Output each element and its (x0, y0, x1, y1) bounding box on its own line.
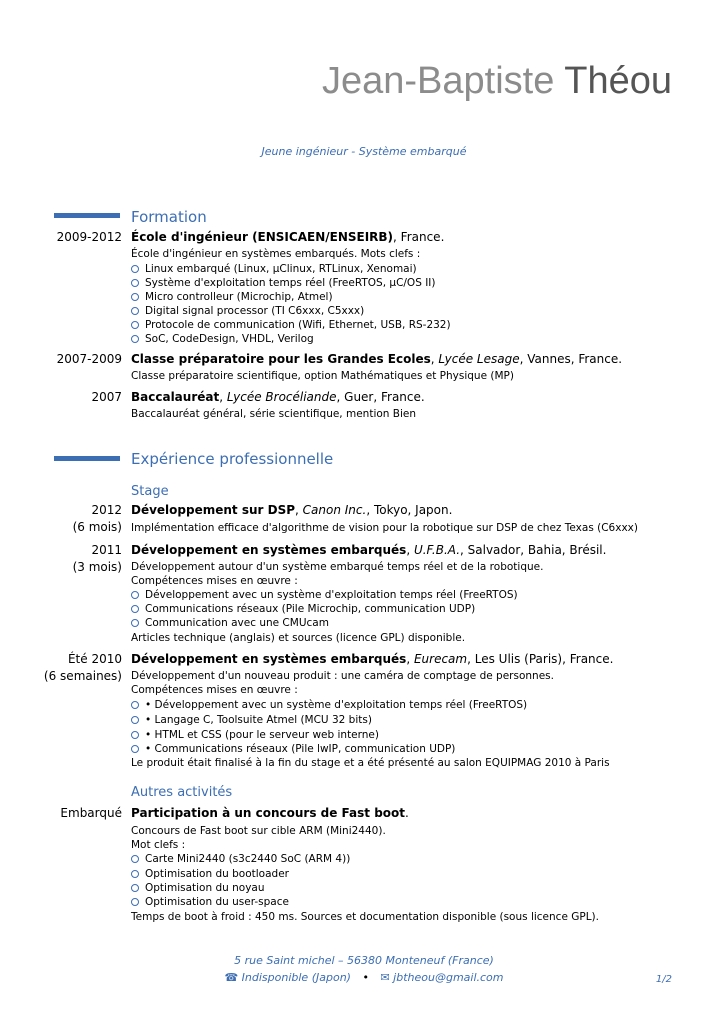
list-item: • Communications réseaux (Pile lwIP, communication UDP) (131, 743, 455, 756)
entry-title (131, 230, 444, 244)
entry-date: 2009-2012 (56, 230, 122, 244)
page-number: 1/2 (655, 974, 672, 985)
list-item: Micro controlleur (Microchip, Atmel) (131, 291, 333, 304)
footer-contact (0, 971, 728, 984)
section-bar (54, 456, 120, 461)
entry-date: 2007 (91, 390, 122, 404)
entry-title: Développement en systèmes embarqués, Eurecam, Les Ulis (Paris), France. (131, 652, 614, 666)
entry-desc: Temps de boot à froid : 450 ms. Sources et documentation disponible (sous licence GPL). (131, 911, 599, 923)
bullet-icon (131, 745, 139, 753)
phone-icon: ☎ (224, 971, 239, 984)
first-name: Jean-Baptiste (322, 60, 555, 102)
bullet-icon (131, 605, 139, 613)
list-item: • Langage C, Toolsuite Atmel (MCU 32 bits) (131, 714, 372, 727)
bullet-icon (131, 279, 139, 287)
bullet-icon (131, 293, 139, 301)
bullet-icon (131, 591, 139, 599)
entry-title-bold: École d'ingénieur (ENSICAEN/ENSEIRB) (131, 230, 394, 244)
last-name: Théou (564, 60, 672, 102)
separator-dot: • (362, 971, 369, 984)
list-item: Digital signal processor (TI C6xxx, C5xxx) (131, 305, 364, 318)
bullet-icon (131, 307, 139, 315)
list-item: Optimisation du user-space (131, 896, 289, 909)
entry-title-rest: , France. (393, 230, 445, 244)
bullet-icon (131, 335, 139, 343)
entry-desc: Implémentation efficace d'algorithme de vision pour la robotique sur DSP de chez Texas (C6xxx) (131, 522, 638, 534)
entry-title: Baccalauréat, Lycée Brocéliande, Guer, France. (131, 390, 425, 404)
entry-duration: (3 mois) (72, 560, 122, 574)
entry-duration: (6 mois) (72, 520, 122, 534)
subsection-title-autres: Autres activités (131, 785, 233, 800)
section-title-experience: Expérience professionnelle (131, 450, 334, 468)
entry-date: 2007-2009 (56, 352, 122, 366)
list-item: Linux embarqué (Linux, μClinux, RTLinux, Xenomai) (131, 263, 417, 276)
entry-date: 2012 (91, 503, 122, 517)
cv-name (322, 62, 672, 100)
footer-address: 5 rue Saint michel – 56380 Monteneuf (France) (234, 954, 494, 967)
bullet-icon (131, 321, 139, 329)
section-title-formation: Formation (131, 208, 207, 226)
footer-phone: Indisponible (Japon) (241, 971, 351, 984)
bullet-icon (131, 855, 139, 863)
entry-title: Classe préparatoire pour les Grandes Ecoles, Lycée Lesage, Vannes, France. (131, 352, 623, 366)
subsection-title-stage: Stage (131, 484, 169, 499)
entry-desc: Compétences mises en œuvre : (131, 684, 298, 696)
list-item: Protocole de communication (Wifi, Ethernet, USB, RS-232) (131, 319, 451, 332)
bullet-icon (131, 265, 139, 273)
entry-desc: Mot clefs : (131, 839, 186, 851)
list-item: Communications réseaux (Pile Microchip, communication UDP) (131, 603, 475, 616)
list-item: • Développement avec un système d'exploitation temps réel (FreeRTOS) (131, 699, 527, 712)
bullet-icon (131, 898, 139, 906)
entry-date: Été 2010 (67, 652, 122, 666)
entry-date: 2011 (91, 543, 122, 557)
entry-desc: Concours de Fast boot sur cible ARM (Mini2440). (131, 825, 386, 837)
bullet-icon (131, 619, 139, 627)
entry-desc: Compétences mises en œuvre : (131, 575, 298, 587)
entry-date: Embarqué (60, 806, 122, 820)
entry-desc: Articles technique (anglais) et sources (licence GPL) disponible. (131, 632, 466, 644)
entry-title: Participation à un concours de Fast boot. (131, 806, 409, 820)
entry-desc: Baccalauréat général, série scientifique, mention Bien (131, 408, 417, 420)
list-item: Système d'exploitation temps réel (FreeRTOS, μC/OS II) (131, 277, 436, 290)
bullet-icon (131, 716, 139, 724)
list-item: • HTML et CSS (pour le serveur web interne) (131, 729, 379, 742)
entry-desc: Classe préparatoire scientifique, option Mathématiques et Physique (MP) (131, 370, 514, 382)
bullet-icon (131, 884, 139, 892)
entry-desc: École d'ingénieur en systèmes embarqués. Mots clefs : (131, 248, 421, 260)
bullet-icon (131, 731, 139, 739)
list-item: Optimisation du noyau (131, 882, 265, 895)
entry-title: Développement sur DSP, Canon Inc., Tokyo, Japon. (131, 503, 453, 517)
entry-duration: (6 semaines) (43, 669, 122, 683)
entry-desc: Développement d'un nouveau produit : une caméra de comptage de personnes. (131, 670, 554, 682)
cv-subtitle: Jeune ingénieur - Système embarqué (261, 145, 467, 158)
entry-desc: Le produit était finalisé à la fin du stage et a été présenté au salon EQUIPMAG 2010 à Paris (131, 757, 610, 769)
list-item: Communication avec une CMUcam (131, 617, 329, 630)
email-icon: ✉ (380, 971, 390, 984)
list-item: Développement avec un système d'exploitation temps réel (FreeRTOS) (131, 589, 518, 602)
list-item: SoC, CodeDesign, VHDL, Verilog (131, 333, 314, 346)
bullet-icon (131, 701, 139, 709)
bullet-icon (131, 870, 139, 878)
section-bar (54, 213, 120, 218)
entry-desc: Développement autour d'un système embarqué temps réel et de la robotique. (131, 561, 544, 573)
list-item: Carte Mini2440 (s3c2440 SoC (ARM 4)) (131, 853, 350, 866)
entry-title: Développement en systèmes embarqués, U.F.B.A., Salvador, Bahia, Brésil. (131, 543, 607, 557)
footer-email[interactable]: jbtheou@gmail.com (393, 971, 504, 984)
list-item: Optimisation du bootloader (131, 868, 289, 881)
